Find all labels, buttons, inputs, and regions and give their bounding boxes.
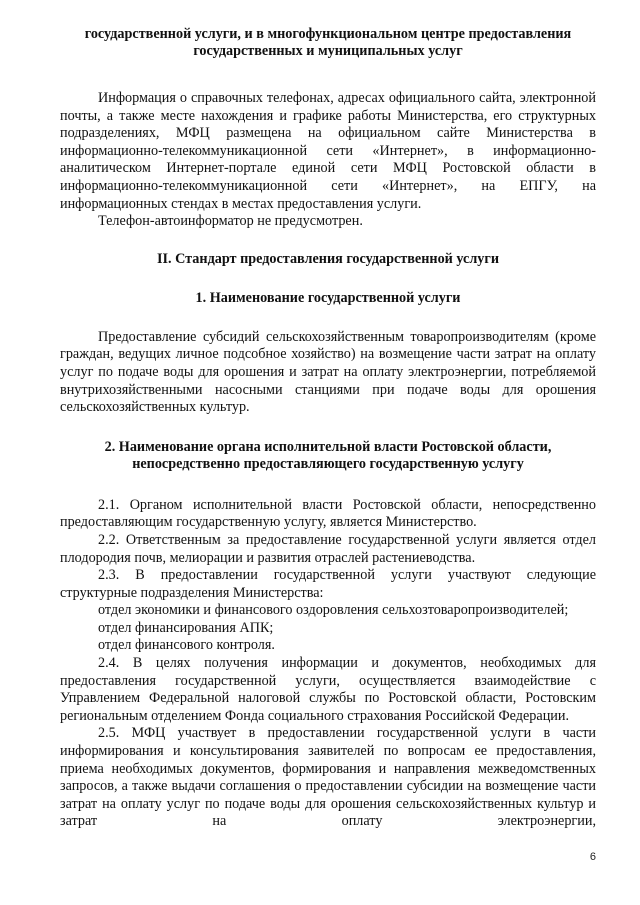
- page-number: 6: [589, 851, 596, 863]
- subsection2-title-line2: непосредственно предоставляющего государственную услугу: [132, 455, 524, 472]
- top-heading: [60, 26, 596, 60]
- paragraph-dept-economics: отдел экономики и финансового оздоровления сельхозтоваропроизводителей;: [98, 602, 569, 619]
- paragraph-dept-financing: отдел финансирования АПК;: [98, 619, 274, 636]
- subsection2-title: [60, 439, 596, 473]
- paragraph-dept-control: отдел финансового контроля.: [98, 637, 275, 654]
- top-heading-line2: государственных и муниципальных услуг: [193, 43, 463, 59]
- subsection1-text: Предоставление субсидий сельскохозяйственным товаропроизводителям (кроме граждан, ведущих личное подсобное хозяйство) на возмещение части затрат на оплату услуг по подаче воды для орошения и затрат на оплату электроэнергии, потребляемой внутрихозяйственными насосными станциями при подаче воды для орошения сельскохозяйственных культур.: [60, 328, 596, 416]
- paragraph-2-5: 2.5. МФЦ участвует в предоставлении государственной услуги в части информирования и консультирования заявителей по вопросам ее предоставления, приема необходимых документов, формирования и направления межведомственных запросов, а также выдачи соглашения о предоставлении субсидии на возмещение части затрат на оплату услуг по подаче воды для орошения сельскохозяйственных культур и затрат на оплату электроэнергии,: [60, 725, 596, 830]
- paragraph-2-3: 2.3. В предоставлении государственной услуги участвуют следующие структурные подразделения Министерства:: [60, 567, 596, 601]
- info-paragraph: Информация о справочных телефонах, адресах официального сайта, электронной почты, а также месте нахождения и графике работы Министерства, его структурных подразделениях, МФЦ размещена на официальном сайте Министерства в информационно-телекоммуникационной сети «Интернет», в информационно-аналитическом Интернет-портале единой сети МФЦ Ростовской области в информационно-телекоммуникационной сети «Интернет», на ЕПГУ, на информационных стендах в местах предоставления услуги.: [60, 90, 596, 212]
- subsection1-title: 1. Наименование государственной услуги: [195, 289, 461, 306]
- subsection2-title-line1: 2. Наименование органа исполнительной власти Ростовской области,: [104, 438, 552, 455]
- phone-paragraph: Телефон-автоинформатор не предусмотрен.: [98, 213, 363, 230]
- section-title: II. Стандарт предоставления государственной услуги: [156, 250, 500, 267]
- top-heading-line1: государственной услуги, и в многофункциональном центре предоставления: [84, 26, 572, 42]
- paragraph-2-2: 2.2. Ответственным за предоставление государственной услуги является отдел плодородия почв, мелиорации и развития отраслей растениеводства.: [60, 531, 596, 566]
- paragraph-2-1: 2.1. Органом исполнительной власти Ростовской области, непосредственно предоставляющим государственную услугу, является Министерство.: [60, 496, 596, 531]
- paragraph-2-4: 2.4. В целях получения информации и документов, необходимых для предоставления государственной услуги, осуществляется взаимодействие с Управлением Федеральной налоговой службы по Ростовской области, Ростовским региональным отделением Фонда социального страхования Российской Федерации.: [60, 655, 596, 724]
